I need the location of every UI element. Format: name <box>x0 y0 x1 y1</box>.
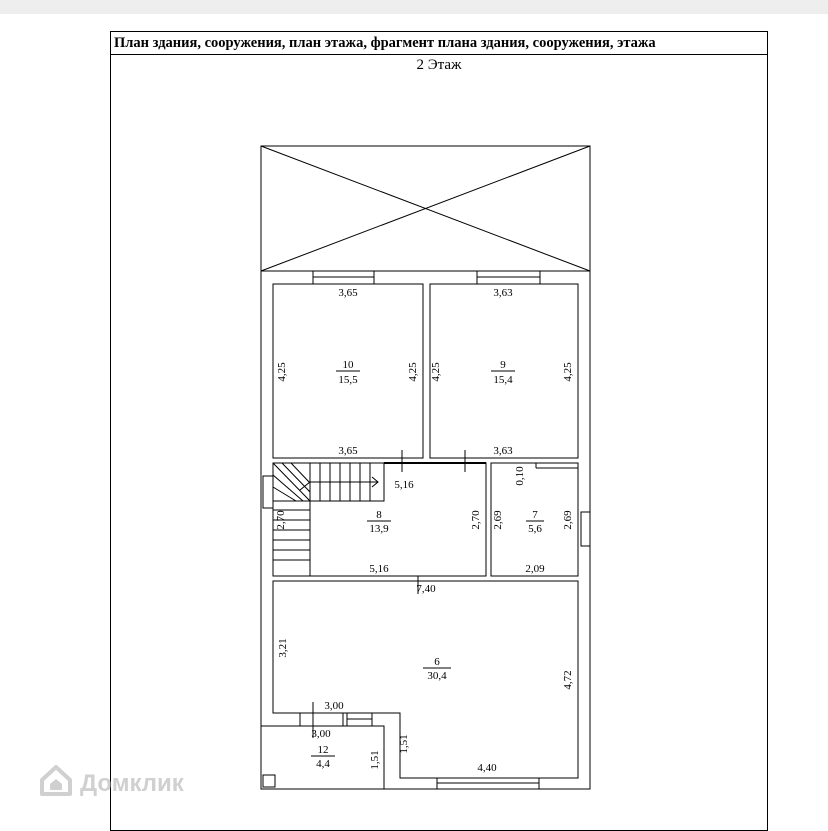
dim-r6-right: 4,72 <box>562 670 574 690</box>
dim-r6-top: 7,40 <box>416 583 436 595</box>
dim-r10-top: 3,65 <box>338 287 358 299</box>
room-6-area: 30,4 <box>427 670 447 682</box>
dim-r7-top: 0,10 <box>514 466 526 486</box>
dim-r12-top-inner: 3,00 <box>311 728 331 740</box>
ventilation-duct <box>263 775 275 787</box>
room-9-number: 9 <box>500 359 506 371</box>
room-8-area: 13,9 <box>369 523 389 535</box>
dim-r7-left: 2,69 <box>492 510 504 530</box>
house-icon <box>36 760 76 807</box>
room-10-area: 15,5 <box>338 374 358 386</box>
room-9-area: 15,4 <box>493 374 513 386</box>
dim-r12-top-outer: 3,00 <box>324 700 344 712</box>
room-12-number: 12 <box>317 744 329 756</box>
window <box>581 512 590 546</box>
dim-r9-bottom: 3,63 <box>493 445 513 457</box>
dim-r7-bottom: 2,09 <box>525 563 545 575</box>
room-12-area: 4,4 <box>316 758 330 770</box>
dim-r8-top: 5,16 <box>394 479 414 491</box>
dim-r8-bottom: 5,16 <box>369 563 389 575</box>
room-10-number: 10 <box>342 359 354 371</box>
plan-title: План здания, сооружения, план этажа, фрагмент плана здания, сооружения, этажа <box>111 32 767 55</box>
dim-r9-right: 4,25 <box>562 362 574 382</box>
staircase <box>273 463 384 576</box>
room-8-number: 8 <box>376 509 382 521</box>
dim-r12-right: 1,51 <box>369 750 381 770</box>
dim-r10-left: 4,25 <box>276 362 288 382</box>
dim-r9-left: 4,25 <box>430 362 442 382</box>
room-6-number: 6 <box>434 656 440 668</box>
room-7-number: 7 <box>532 509 538 521</box>
floor-label: 2 Этаж <box>416 57 462 73</box>
dim-r8-left: 2,70 <box>275 510 287 530</box>
dim-r8-right: 2,70 <box>470 510 482 530</box>
window <box>263 476 273 508</box>
dim-r10-bottom: 3,65 <box>338 445 358 457</box>
dim-r6-left: 3,21 <box>277 638 289 658</box>
dim-r6-notch: 1,51 <box>398 734 410 754</box>
room-7-area: 5,6 <box>528 523 542 535</box>
dim-r9-top: 3,63 <box>493 287 513 299</box>
dim-r10-right: 4,25 <box>407 362 419 382</box>
dim-r7-right: 2,69 <box>562 510 574 530</box>
watermark-text: Домклик <box>80 769 184 797</box>
dim-r6-bottom: 4,40 <box>477 762 497 774</box>
watermark <box>36 760 184 807</box>
